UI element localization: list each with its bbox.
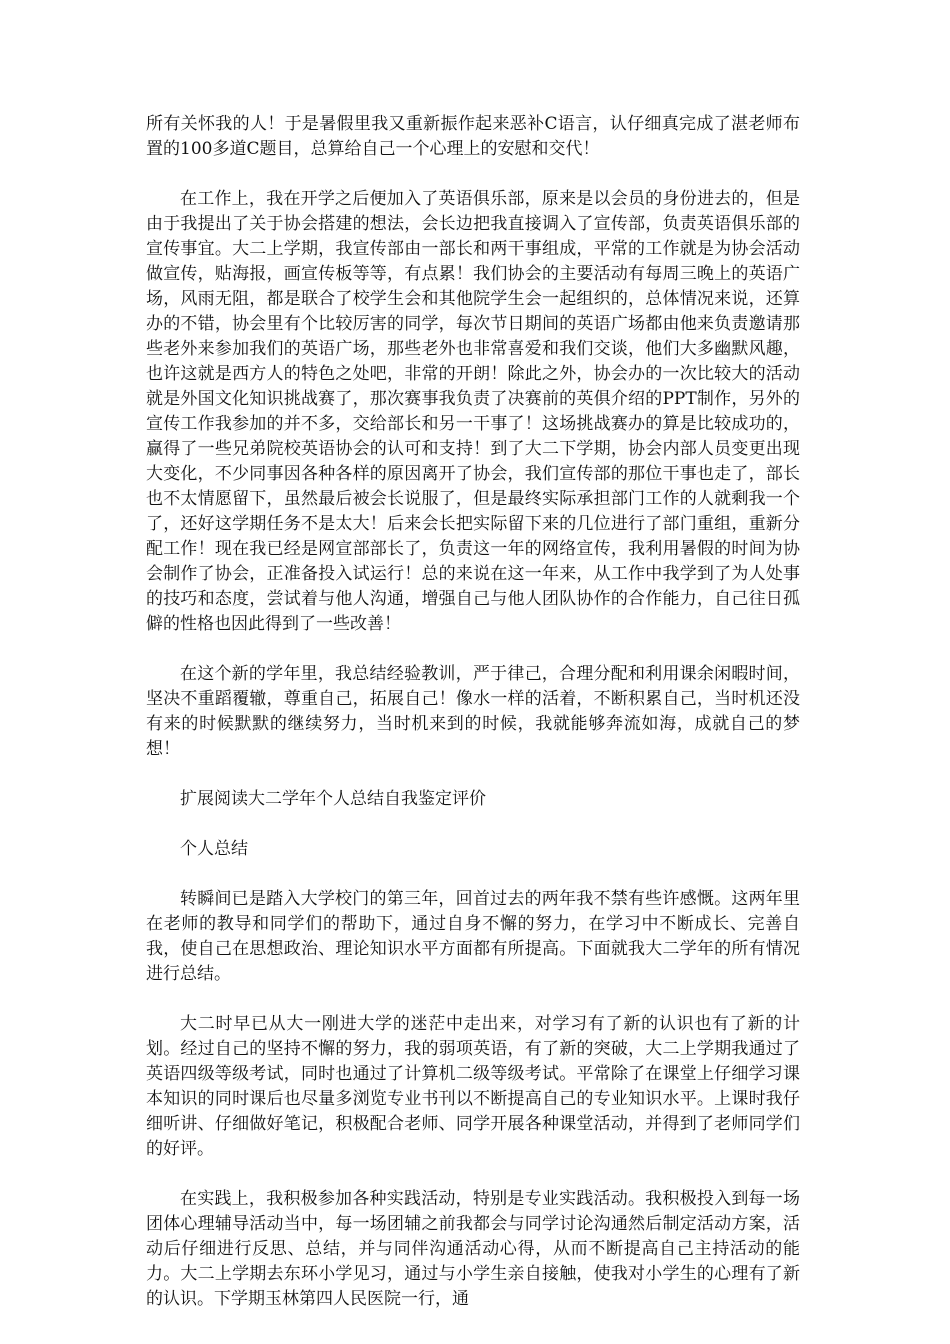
extended-reading-heading: 扩展阅读大二学年个人总结自我鉴定评价 bbox=[180, 789, 486, 809]
paragraph-continuation: 所有关怀我的人！于是暑假里我又重新振作起来恶补C语言，认仔细真完成了湛老师布置的100多道C题目，总算给自己一个心理上的安慰和交代！ bbox=[146, 114, 800, 159]
paragraph-work-club: 在工作上，我在开学之后便加入了英语俱乐部，原来是以会员的身份进去的，但是由于我提出了关于协会搭建的想法，会长边把我直接调入了宣传部，负责英语俱乐部的宣传事宜。大二上学期，我宣传部由一部长和两干事组成，平常的工作就是为协会活动做宣传，贴海报，画宣传板等等，有点累！我们协会的主要活动有每周三晚上的英语广场，风雨无阻，都是联合了校学生会和其他院学生会一起组织的，总体情况来说，还算办的不错，协会里有个比较厉害的同学，每次节日期间的英语广场都由他来负责邀请那些老外来参加我们的英语广场，那些老外也非常喜爱和我们交谈，他们大多幽默风趣，也许这就是西方人的特色之处吧，非常的开朗！除此之外，协会办的一次比较大的活动就是外国文化知识挑战赛了，那次赛事我负责了决赛前的英俱介绍的PPT制作，另外的宣传工作我参加的并不多，交给部长和另一干事了！这场挑战赛办的算是比较成功的，赢得了一些兄弟院校英语协会的认可和支持！到了大二下学期，协会内部人员变更出现大变化，不少同事因各种各样的原因离开了协会，我们宣传部的那位干事也走了，部长也不太情愿留下，虽然最后被会长说服了，但是最终实际承担部门工作的人就剩我一个了，还好这学期任务不是太大！后来会长把实际留下来的几位进行了部门重组，重新分配工作！现在我已经是网宣部部长了，负责这一年的网络宣传，我利用暑假的时间为协会制作了协会，正准备投入试运行！总的来说在这一年来，从工作中我学到了为人处事的技巧和态度，尝试着与他人沟通，增强自己与他人团队协作的合作能力，自己往日孤僻的性格也因此得到了一些改善！ bbox=[146, 189, 800, 634]
personal-summary-heading: 个人总结 bbox=[180, 839, 248, 859]
paragraph-intro: 转瞬间已是踏入大学校门的第三年，回首过去的两年我不禁有些许感慨。这两年里在老师的教导和同学们的帮助下，通过自身不懈的努力，在学习中不断成长、完善自我，使自己在思想政治、理论知识水平方面都有所提高。下面就我大二学年的所有情况进行总结。 bbox=[146, 889, 800, 984]
paragraph-study: 大二时早已从大一刚进大学的迷茫中走出来，对学习有了新的认识也有了新的计划。经过自己的坚持不懈的努力，我的弱项英语，有了新的突破，大二上学期我通过了英语四级等级考试，同时也通过了计算机二级等级考试。平常除了在课堂上仔细学习课本知识的同时课后也尽量多浏览专业书刊以不断提高自己的专业知识水平。上课时我仔细听讲、仔细做好笔记，积极配合老师、同学开展各种课堂活动，并得到了老师同学们的好评。 bbox=[146, 1014, 800, 1159]
document-page bbox=[146, 112, 800, 1337]
paragraph-new-year: 在这个新的学年里，我总结经验教训，严于律己，合理分配和利用课余闲暇时间，坚决不重蹈覆辙，尊重自己，拓展自己！像水一样的活着，不断积累自己，当时机还没有来的时候默默的继续努力，当时机来到的时候，我就能够奔流如海，成就自己的梦想！ bbox=[146, 664, 800, 759]
paragraph-practice: 在实践上，我积极参加各种实践活动，特别是专业实践活动。我积极投入到每一场团体心理辅导活动当中，每一场团辅之前我都会与同学讨论沟通然后制定活动方案，活动后仔细进行反思、总结，并与同伴沟通活动心得，从而不断提高自己主持活动的能力。大二上学期去东环小学见习，通过与小学生亲自接触，使我对小学生的心理有了新的认识。下学期玉林第四人民医院一行，通 bbox=[146, 1189, 800, 1309]
